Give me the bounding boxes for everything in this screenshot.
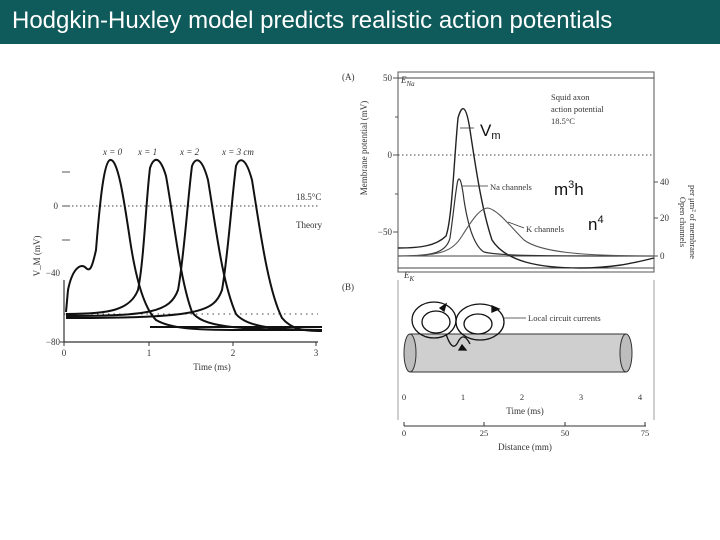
caption-line-2: action potential xyxy=(551,104,604,114)
theory-label: Theory xyxy=(296,220,322,230)
left-xtick-1: 1 xyxy=(146,348,152,358)
left-ylabel: V_M (mV) xyxy=(32,235,42,277)
right-figure xyxy=(342,72,698,452)
left-xtick-0: 0 xyxy=(61,348,67,358)
right-ylabel-r1: Open channels xyxy=(678,196,688,248)
na-channels-label: Na channels xyxy=(490,182,532,192)
ap-trace-x1 xyxy=(66,160,322,330)
position-label-3: x = 3 cm xyxy=(222,147,254,157)
panel-b-label: (B) xyxy=(342,282,354,292)
position-label-0: x = 0 xyxy=(103,147,123,157)
local-currents-label: Local circuit currents xyxy=(528,313,601,323)
ena-label: $E_{Na}$ xyxy=(401,75,415,88)
left-xtick-3: 3 xyxy=(313,348,319,358)
overlay-annotations xyxy=(476,118,610,234)
distance-tick-0: 0 xyxy=(401,428,407,438)
right-ytick-neg50: −50 xyxy=(377,227,392,237)
m3h-annotation: $m^3h$ xyxy=(554,179,584,199)
time-axis-label: Time (ms) xyxy=(506,406,544,416)
time-tick-3: 3 xyxy=(578,392,584,402)
left-ytick-0: 0 xyxy=(53,201,58,211)
distance-tick-25: 25 xyxy=(479,428,489,438)
ek-label: $E_K$ xyxy=(404,270,415,283)
distance-tick-75: 75 xyxy=(640,428,650,438)
right-ytick-0: 0 xyxy=(387,150,392,160)
left-xlabel: Time (ms) xyxy=(193,362,231,372)
left-figure xyxy=(32,147,322,372)
distance-tick-50: 50 xyxy=(560,428,570,438)
right-ylabel-r2: per μm² of membrane xyxy=(688,185,698,259)
ap-trace-x3 xyxy=(66,160,322,331)
time-tick-2: 2 xyxy=(519,392,525,402)
caption-line-1: Squid axon xyxy=(551,92,590,102)
right-rtick-20: 20 xyxy=(660,213,669,223)
distance-axis-label: Distance (mm) xyxy=(498,442,552,452)
time-tick-0: 0 xyxy=(401,392,407,402)
time-tick-1: 1 xyxy=(460,392,466,402)
right-ytick-50: 50 xyxy=(383,73,392,83)
position-label-2: x = 2 xyxy=(180,147,200,157)
right-rtick-0: 0 xyxy=(660,251,665,261)
axon-cylinder xyxy=(404,334,632,372)
right-ylabel: Membrane potential (mV) xyxy=(359,100,369,196)
left-ytick-2: −80 xyxy=(45,337,60,347)
panel-a-label: (A) xyxy=(342,72,355,82)
ap-trace-x2 xyxy=(66,160,322,330)
k-channels-label: K channels xyxy=(526,224,565,234)
slide-title: Hodgkin-Huxley model predicts realistic action potentials xyxy=(0,0,720,44)
ap-trace-x0 xyxy=(66,160,322,330)
vm-annotation: Vm xyxy=(480,121,501,142)
time-tick-4: 4 xyxy=(637,392,643,402)
caption-line-3: 18.5°C xyxy=(551,116,575,126)
left-xtick-2: 2 xyxy=(230,348,236,358)
right-rtick-40: 40 xyxy=(660,177,669,187)
left-ytick-1: −40 xyxy=(45,268,60,278)
n4-annotation: $n^4$ xyxy=(588,214,604,234)
position-label-1: x = 1 xyxy=(138,147,158,157)
left-temperature: 18.5°C xyxy=(296,192,322,202)
